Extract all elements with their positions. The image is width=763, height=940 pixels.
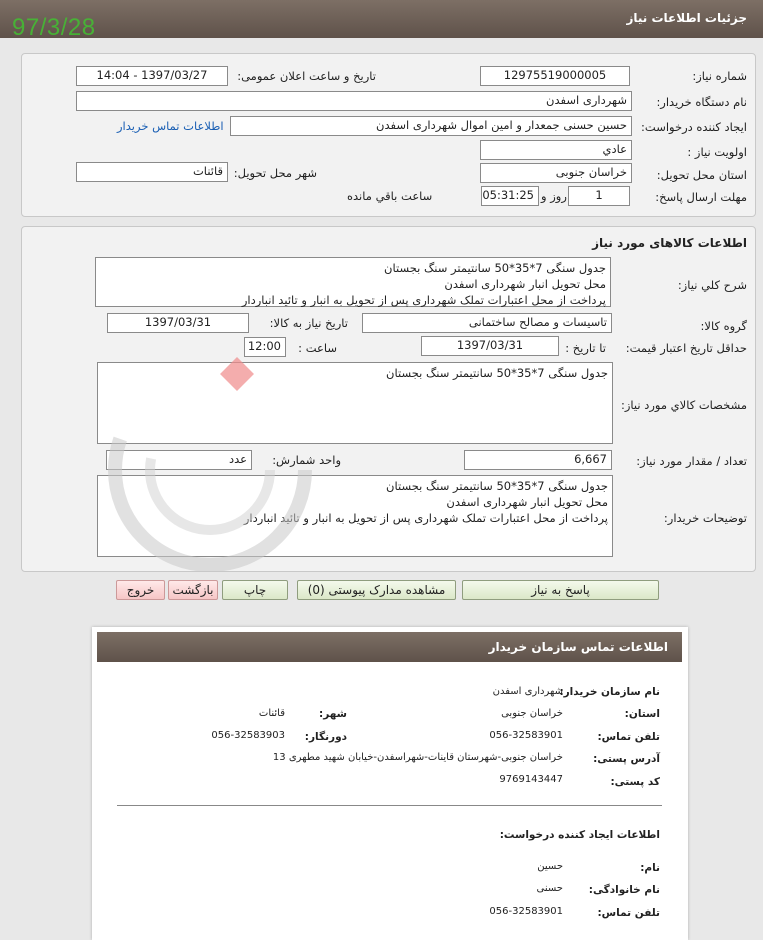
contact-postal-value: 9769143447 xyxy=(499,774,563,785)
need-date-field: 1397/03/31 xyxy=(107,313,249,333)
group-field: تاسیسات و مصالح ساختمانی xyxy=(362,313,612,333)
page-title: جزئیات اطلاعات نیاز xyxy=(626,11,747,25)
contact-org-value: شهرداری اسفدن xyxy=(492,686,563,697)
priority-label: اولویت نیاز : xyxy=(687,145,747,159)
summary-textarea xyxy=(95,257,611,307)
until-date-label: تا تاریخ : xyxy=(565,341,606,355)
qty-field: 6,667 xyxy=(464,450,612,470)
reply-button[interactable]: پاسخ به نیاز xyxy=(462,580,659,600)
need-date-label: تاریخ نیاز به کالا: xyxy=(269,316,348,330)
print-button[interactable]: چاپ xyxy=(222,580,288,600)
contact-card-title: اطلاعات تماس سازمان خریدار xyxy=(488,640,668,654)
buyer-contact-link[interactable]: اطلاعات تماس خریدار xyxy=(117,119,224,133)
announce-label: تاریخ و ساعت اعلان عمومی: xyxy=(237,69,376,83)
buyer-org-field: شهرداری اسفدن xyxy=(76,91,632,111)
goods-section-title: اطلاعات کالاهای مورد نیاز xyxy=(592,236,747,250)
spec-textarea xyxy=(97,362,613,444)
group-label: گروه کالا: xyxy=(700,319,747,333)
back-button[interactable]: بازگشت xyxy=(168,580,218,600)
contact-org-label: نام سازمان خریدار: xyxy=(559,686,660,698)
need-number-field: 12975519000005 xyxy=(480,66,630,86)
notes-line: محل تحویل انبار شهرداری اسفدن xyxy=(446,495,608,509)
need-number-label: شماره نیاز: xyxy=(692,69,747,83)
qty-label: تعداد / مقدار مورد نیاز: xyxy=(636,454,747,468)
title-bar xyxy=(0,0,763,38)
buyer-org-label: نام دستگاه خریدار: xyxy=(656,95,747,109)
spec-label: مشخصات کالاي مورد نياز: xyxy=(620,398,747,412)
until-date-field: 1397/03/31 xyxy=(421,336,559,356)
contact-fax-label: دورنگار: xyxy=(304,731,347,743)
province-label: استان محل تحویل: xyxy=(656,168,747,182)
city-label: شهر محل تحویل: xyxy=(233,166,317,180)
spec-text: جدول سنگی 7*35*50 سانتیمتر سنگ بجستان xyxy=(386,366,608,380)
attachments-button[interactable]: مشاهده مدارک پیوستی (0) xyxy=(297,580,456,600)
days-field: 1 xyxy=(568,186,630,206)
creator-phone-value: 056-32583901 xyxy=(489,906,563,917)
contact-address-value: خراسان جنوبی-شهرستان قاینات-شهراسفدن-خیابان شهید مطهری 13 xyxy=(272,752,563,763)
creator-last-name-label: نام خانوادگی: xyxy=(588,884,660,896)
summary-line: محل تحویل انبار شهرداری اسفدن xyxy=(444,277,606,291)
summary-line: پرداخت از محل اعتبارات تملک شهرداری پس از تحویل به انبار و تائید انباردار xyxy=(241,293,606,307)
contact-address-label: آدرس پستی: xyxy=(593,753,660,765)
exit-button[interactable]: خروج xyxy=(116,580,165,600)
notes-label: توضیحات خریدار: xyxy=(663,511,747,525)
contact-divider xyxy=(117,805,662,806)
creator-last-name-value: حسنی xyxy=(536,883,563,894)
time-left-field: 05:31:25 xyxy=(481,186,539,206)
contact-city-label: شهر: xyxy=(319,708,347,720)
summary-line: جدول سنگی 7*35*50 سانتیمتر سنگ بجستان xyxy=(384,261,606,275)
notes-textarea xyxy=(97,475,613,557)
time-left-suffix: ساعت باقي مانده xyxy=(347,189,433,203)
city-field: قائنات xyxy=(76,162,228,182)
province-field: خراسان جنوبی xyxy=(480,163,632,183)
creator-first-name-label: نام: xyxy=(640,862,660,874)
notes-line: جدول سنگی 7*35*50 سانتیمتر سنگ بجستان xyxy=(386,479,608,493)
days-and-label: روز و xyxy=(541,189,567,203)
hour-field: 12:00 xyxy=(244,337,286,357)
hour-label: ساعت : xyxy=(298,341,337,355)
unit-label: واحد شمارش: xyxy=(272,453,341,467)
date-stamp: 97/3/28 xyxy=(12,14,96,41)
deadline-label: مهلت ارسال پاسخ: xyxy=(655,190,747,204)
contact-province-value: خراسان جنوبی xyxy=(501,708,563,719)
summary-label: شرح کلي نياز: xyxy=(677,278,747,292)
contact-card-header xyxy=(97,632,682,662)
min-price-label: حداقل تاریخ اعتبار قیمت: xyxy=(625,341,747,355)
creator-phone-label: تلفن تماس: xyxy=(597,907,660,919)
unit-field: عدد xyxy=(106,450,252,470)
priority-field: عادي xyxy=(480,140,632,160)
creator-first-name-value: حسین xyxy=(537,861,563,872)
creator-label: ایجاد کننده درخواست: xyxy=(641,120,747,134)
contact-phone-label: تلفن تماس: xyxy=(597,731,660,743)
contact-province-label: استان: xyxy=(624,708,660,720)
announce-field: 1397/03/27 - 14:04 xyxy=(76,66,228,86)
contact-phone-value: 056-32583901 xyxy=(489,730,563,741)
notes-line: پرداخت از محل اعتبارات تملک شهرداری پس از تحویل به انبار و تائید انباردار xyxy=(243,511,608,525)
contact-fax-value: 056-32583903 xyxy=(211,730,285,741)
contact-city-value: قائنات xyxy=(258,708,285,719)
creator-field: حسین حسنی جمعدار و امین اموال شهرداری اسفدن xyxy=(230,116,632,136)
creator-info-title: اطلاعات ایجاد کننده درخواست: xyxy=(499,829,660,841)
contact-postal-label: کد پستی: xyxy=(610,776,660,788)
